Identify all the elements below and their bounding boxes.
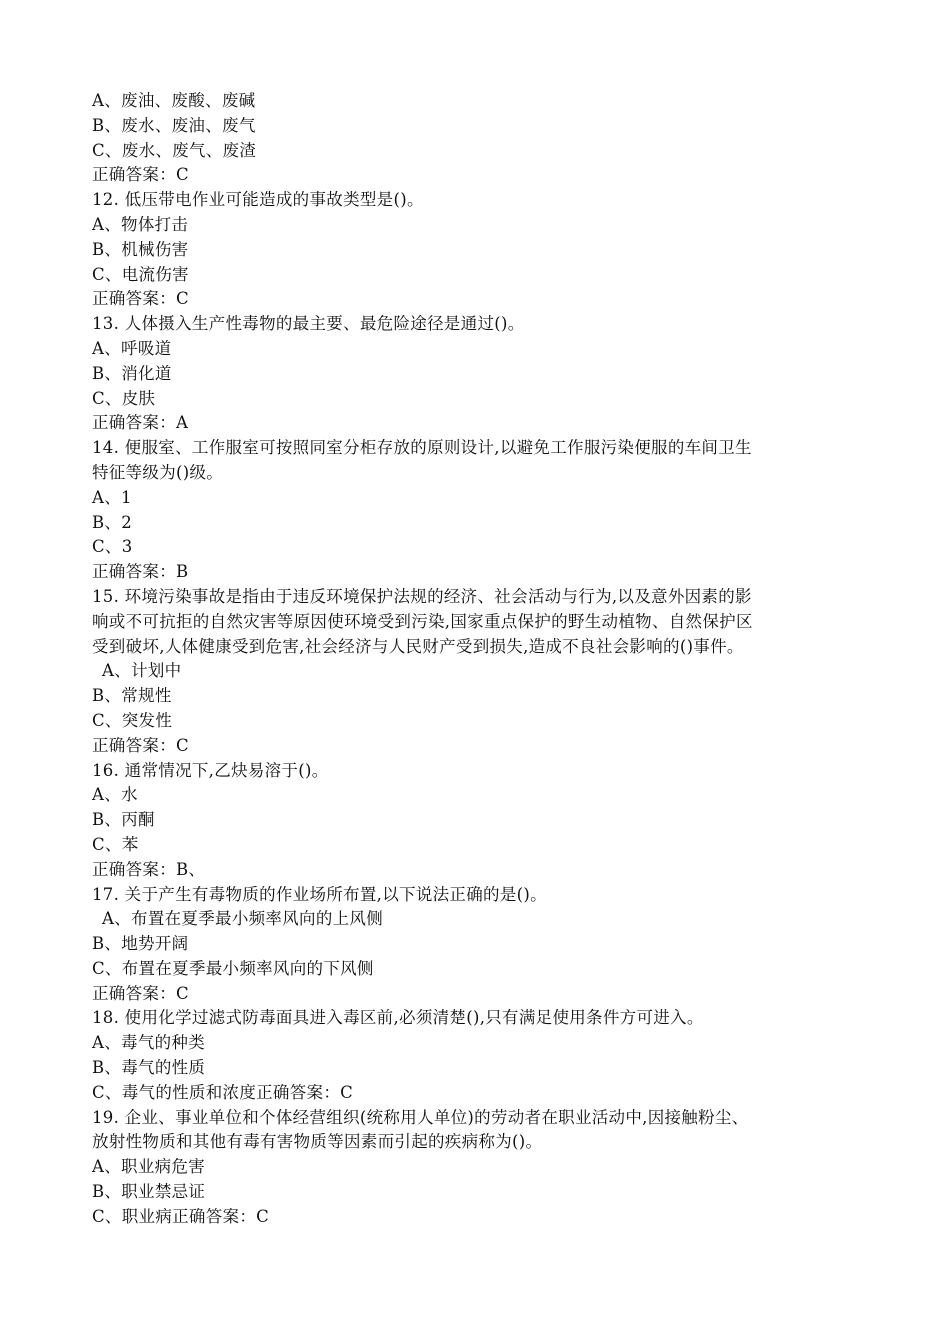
option-line: B、毒气的性质 [92, 1058, 206, 1078]
question-text-line: 受到破坏,人体健康受到危害,社会经济与人民财产受到损失,造成不良社会影响的()事件。 [92, 636, 744, 656]
option-line: B、废水、废油、废气 [92, 115, 256, 135]
answer-line: 正确答案：C [92, 735, 189, 755]
option-line: A、呼吸道 [92, 338, 172, 358]
question-text-line: 特征等级为()级。 [92, 462, 224, 482]
option-line: A、计划中 [102, 661, 182, 681]
option-line: A、水 [92, 785, 138, 805]
question-text-line: 17. 关于产生有毒物质的作业场所布置,以下说法正确的是()。 [92, 884, 547, 904]
option-line: C、职业病正确答案：C [92, 1206, 270, 1226]
question-text-line: 16. 通常情况下,乙炔易溶于()。 [92, 760, 329, 780]
option-line: C、电流伤害 [92, 264, 189, 284]
option-line: C、3 [92, 537, 133, 557]
option-line: C、废水、废气、废渣 [92, 140, 257, 160]
question-text-line: 14. 便服室、工作服室可按照同室分柜存放的原则设计,以避免工作服污染便服的车间卫生 [92, 438, 752, 458]
option-line: A、1 [92, 487, 132, 507]
answer-line: 正确答案：B [92, 562, 189, 582]
question-text-line: 18. 使用化学过滤式防毒面具进入毒区前,必须清楚(),只有满足使用条件方可进入。 [92, 1008, 704, 1028]
question-text-line: 放射性物质和其他有毒有害物质等因素而引起的疾病称为()。 [92, 1132, 543, 1152]
option-line: C、毒气的性质和浓度正确答案：C [92, 1082, 354, 1102]
question-text-line: 19. 企业、事业单位和个体经营组织(统称用人单位)的劳动者在职业活动中,因接触粉尘、 [92, 1107, 749, 1127]
question-text-line: 响或不可抗拒的自然灾害等原因使环境受到污染,国家重点保护的野生动植物、自然保护区 [92, 611, 753, 631]
option-line: A、物体打击 [92, 214, 189, 234]
option-line: A、废油、废酸、废碱 [92, 91, 256, 110]
question-text-line: 15. 环境污染事故是指由于违反环境保护法规的经济、社会活动与行为,以及意外因素的影 [92, 586, 752, 606]
option-line: B、机械伤害 [92, 239, 189, 259]
option-line: B、职业禁忌证 [92, 1182, 206, 1202]
question-text-line: 12. 低压带电作业可能造成的事故类型是()。 [92, 190, 424, 210]
question-text-line: 13. 人体摄入生产性毒物的最主要、最危险途径是通过()。 [92, 314, 525, 334]
option-line: B、常规性 [92, 686, 172, 706]
answer-line: 正确答案：C [92, 983, 189, 1003]
option-line: A、职业病危害 [92, 1157, 206, 1177]
option-line: C、苯 [92, 834, 139, 854]
option-line: A、毒气的种类 [92, 1033, 206, 1053]
option-line: C、布置在夏季最小频率风向的下风侧 [92, 958, 374, 978]
answer-line: 正确答案：C [92, 165, 189, 185]
option-line: C、突发性 [92, 710, 173, 730]
option-line: C、皮肤 [92, 388, 156, 408]
option-line: B、2 [92, 512, 133, 532]
answer-line: 正确答案：C [92, 289, 189, 309]
answer-line: 正确答案：B、 [92, 859, 206, 879]
document-body [92, 89, 862, 1230]
option-line: B、地势开阔 [92, 934, 189, 954]
option-line: B、丙酮 [92, 810, 155, 830]
option-line: A、布置在夏季最小频率风向的上风侧 [102, 909, 384, 929]
answer-line: 正确答案：A [92, 413, 189, 433]
option-line: B、消化道 [92, 363, 172, 383]
